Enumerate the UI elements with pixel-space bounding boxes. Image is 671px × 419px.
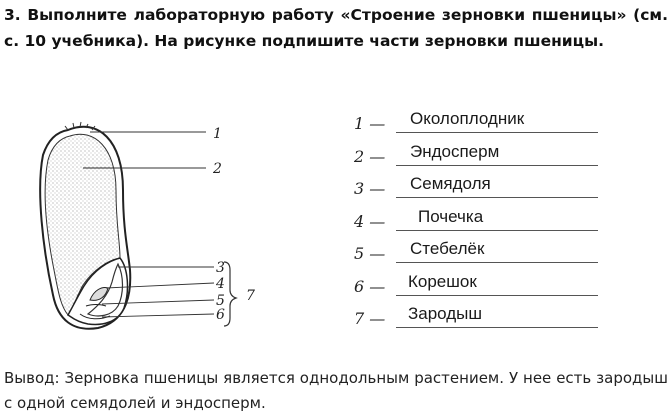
answer-text: Эндосперм [410, 141, 500, 161]
label-2: 2 [213, 161, 222, 177]
answer-row-1 [348, 106, 598, 139]
answer-underline [396, 165, 598, 166]
answer-text: Околоплодник [410, 109, 525, 128]
answer-underline [396, 262, 598, 263]
answer-text: Почечка [418, 206, 484, 226]
answer-row-2 [348, 139, 598, 172]
answer-text: Зародыш [408, 304, 483, 323]
answer-underline [396, 230, 598, 231]
answer-number: 4 — [354, 211, 386, 231]
answer-number: 2 — [354, 146, 386, 166]
label-4: 4 [216, 276, 225, 292]
grain-brace [224, 262, 236, 326]
label-5: 5 [216, 293, 225, 309]
answer-row-7 [348, 301, 598, 334]
answer-underline [396, 327, 598, 328]
answer-text: Семядоля [410, 174, 491, 193]
answer-row-4 [348, 204, 598, 237]
answer-number: 7 — [354, 309, 386, 328]
answer-underline [396, 197, 598, 198]
answer-number: 5 — [354, 244, 386, 263]
label-7: 7 [246, 288, 255, 304]
answer-text: Стебелёк [410, 239, 485, 258]
answers-list [348, 106, 598, 334]
conclusion-text: Вывод: Зерновка пшеницы является однодольным растением. У нее есть зародыш с одной семядолей и эндосперм. [4, 369, 668, 412]
wheat-grain-diagram [28, 110, 278, 340]
answer-number: 3 — [354, 179, 386, 198]
label-1: 1 [213, 126, 222, 142]
label-6: 6 [216, 307, 225, 323]
answer-row-6 [348, 269, 598, 302]
task-text: 3. Выполните лабораторную работу «Строение зерновки пшеницы» (см. с. 10 учебника). На рисунке подпишите части зерновки пшеницы. [4, 6, 668, 50]
label-3: 3 [216, 260, 225, 276]
answer-number: 1 — [354, 114, 386, 133]
answer-number: 6 — [354, 276, 386, 296]
answer-underline [396, 132, 598, 133]
answer-underline [396, 295, 598, 296]
answer-row-5 [348, 236, 598, 269]
answer-text: Корешок [408, 271, 477, 291]
wheat-grain-figure [28, 110, 278, 340]
answer-row-3 [348, 171, 598, 204]
